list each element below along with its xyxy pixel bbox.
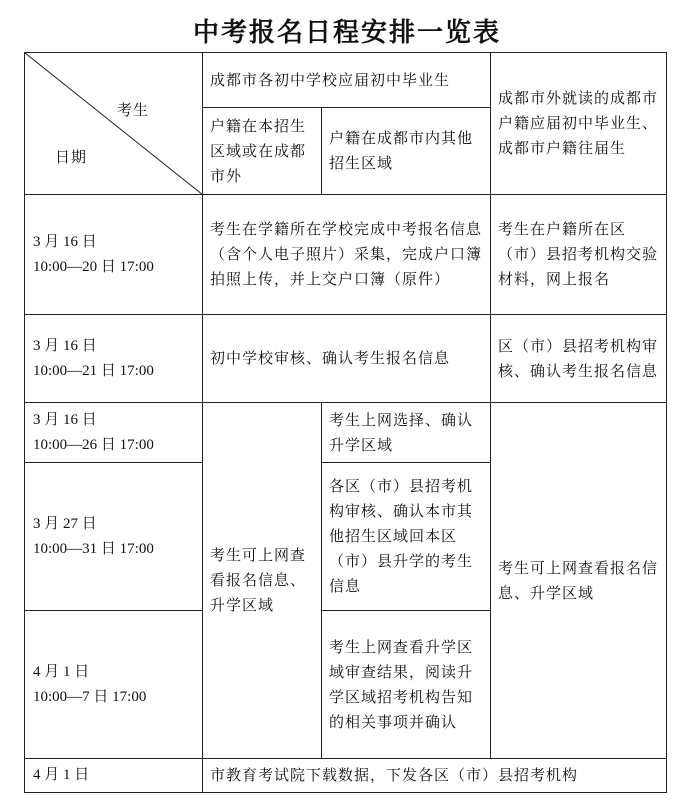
outside-cell: 区（市）县招考机构审核、确认考生报名信息	[491, 315, 667, 403]
table-row	[25, 759, 667, 793]
table-row	[25, 195, 667, 315]
header-local-sub2: 户籍在成都市内其他招生区域	[322, 108, 491, 195]
header-corner-cell	[25, 53, 203, 195]
table-row	[25, 315, 667, 403]
sub2-cell: 考生上网选择、确认升学区域	[322, 403, 491, 463]
header-local-sub1: 户籍在本招生区域或在成都市外	[203, 108, 322, 195]
corner-label-date: 日期	[55, 148, 88, 166]
diagonal-line	[25, 53, 203, 195]
date-cell: 3 月 27 日 10:00—31 日 17:00	[25, 463, 203, 611]
merged-outside-view-cell: 考生可上网查看报名信息、升学区域	[491, 403, 667, 759]
local-cell: 初中学校审核、确认考生报名信息	[203, 315, 491, 403]
all-cell: 市教育考试院下载数据，下发各区（市）县招考机构	[203, 759, 667, 793]
date-cell: 4 月 1 日 10:00—7 日 17:00	[25, 611, 203, 759]
header-local-group: 成都市各初中学校应届初中毕业生	[203, 53, 491, 108]
date-cell: 3 月 16 日 10:00—20 日 17:00	[25, 195, 203, 315]
sub2-cell: 各区（市）县招考机构审核、确认本市其他招生区域回本区（市）县升学的考生信息	[322, 463, 491, 611]
corner-label-students: 考生	[117, 101, 150, 119]
schedule-table	[24, 52, 667, 793]
sub2-cell: 考生上网查看升学区域审查结果，阅读升学区域招考机构告知的相关事项并确认	[322, 611, 491, 759]
merged-sub1-view-cell: 考生可上网查看报名信息、升学区域	[203, 403, 322, 759]
date-cell: 4 月 1 日	[25, 759, 203, 793]
page-title: 中考报名日程安排一览表	[192, 18, 501, 48]
header-outside-group: 成都市外就读的成都市户籍应届初中毕业生、成都市户籍往届生	[491, 53, 667, 195]
date-cell: 3 月 16 日 10:00—21 日 17:00	[25, 315, 203, 403]
local-cell: 考生在学籍所在学校完成中考报名信息（含个人电子照片）采集，完成户口簿拍照上传，并上交户口簿（原件）	[203, 195, 491, 315]
date-cell: 3 月 16 日 10:00—26 日 17:00	[25, 403, 203, 463]
table-row	[25, 403, 667, 463]
outside-cell: 考生在户籍所在区（市）县招考机构交验材料，网上报名	[491, 195, 667, 315]
